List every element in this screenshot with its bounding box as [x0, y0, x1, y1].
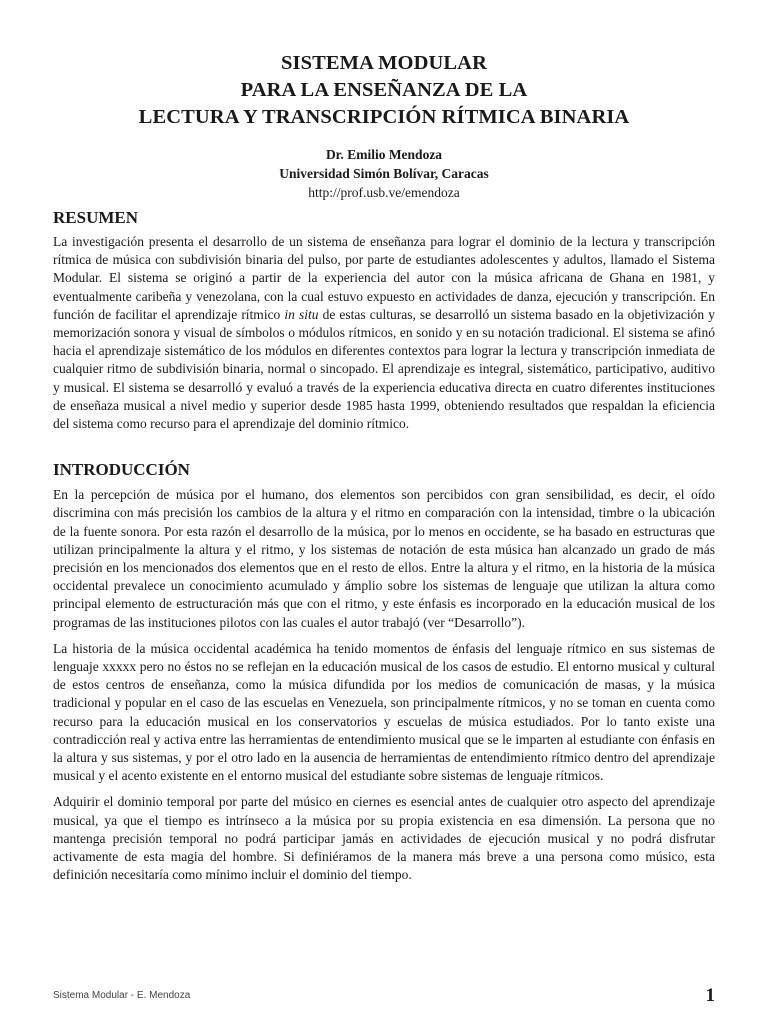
abstract-text-part-2: de estas culturas, se desarrolló un sistema basado en la objetivización y memorización sonora y visual de símbolos o módulos rítmicos, en sonido y en su notación tradicional. El sistema se afinó hacia el aprendizaje sistemático de los módulos en diferentes contextos para lograr la lectura y transcripción inmediata de cualquier ritmo de subdivisión binaria, normal o sincopado. El aprendizaje es integral, sistemático, participativo, auditivo y musical. El sistema se desarrolló y evaluó a través de la experiencia educativa directa en cuatro diferentes instituciones de enseñaza musical a nivel medio y superior desde 1985 hasta 1999, obteniendo resultados que respaldan la eficiencia del sistema como recurso para el aprendizaje del dominio rítmico.	[53, 306, 715, 432]
page-number: 1	[705, 985, 715, 1006]
paper-title	[53, 50, 715, 131]
section-heading-resumen: RESUMEN	[53, 208, 139, 227]
title-line-1: SISTEMA MODULAR	[281, 52, 487, 74]
intro-paragraph-2: La historia de la música occidental académica ha tenido momentos de énfasis del lenguaje rítmico en sus sistemas de lenguaje xxxxx pero no éstos no se reflejan en la educación musical de los casos de estudio. El entorno musical y cultural de estos centros de enseñanza, como la música difundida por los medios de comunicación de masas, y la música tradicional y popular en el caso de las escuelas en Venezuela, son principalmente rítmicos, y no se toman en cuenta como recurso para la educación musical en los conservatorios y escuelas de música estudiados. Por lo tanto existe una contradicción real y activa entre las herramientas de entendimiento musical que se le imparten al estudiante con énfasis en la altura y sus sistemas, y por el otro lado en la ausencia de herramientas de entendimiento rítmico dentro del aprendizaje musical y el acento existente en el entorno musical del estudiante sobre sistemas de lenguaje rítmicos.	[53, 640, 715, 784]
intro-paragraph-1: En la percepción de música por el humano, dos elementos son percibidos con gran sensibilidad, es decir, el oído discrimina con más precisión los cambios de la altura y el ritmo en comparación con la intensidad, timbre o la ubicación de la fuente sonora. Por esta razón el desarrollo de la música, por lo menos en occidente, se ha basado en estructuras que utilizan principalmente la altura y el ritmo, y los sistemas de notación de esta música han alcanzado un grado de más precisión en los mencionados dos elementos que en el resto de ellos. Entre la altura y el ritmo, en la historia de la música occidental prevalece un conocimiento acumulado y ámplio sobre los sistemas de lenguaje que utilizan la altura como principal elemento de estructuración más que con el ritmo, y este énfasis es incorporado en la educación musical de los programas de las instituciones pilotos con las cuales el autor trabajó (ver “Desarrollo”).	[53, 487, 715, 630]
author-block	[53, 145, 715, 202]
section-heading-introduccion: INTRODUCCIÓN	[53, 460, 190, 480]
title-line-3: LECTURA Y TRANSCRIPCIÓN RÍTMICA BINARIA	[138, 106, 630, 128]
abstract-paragraph	[53, 233, 715, 433]
abstract-text-part-1: La investigación presenta el desarrollo de un sistema de enseñanza para lograr el dominio de la lectura y transcripción rítmica de música con subdivisión binaria del pulso, por parte de estudiantes adolescentes y adultos, llamado el Sistema Modular. El sistema se originó a partir de la experiencia del autor con la música africana de Ghana en 1981, y eventualmente caribeña y venezolana, con la cual estuvo expuesto en actividades de danza, ejecución y transcripción. En función de facilitar el aprendizaje rítmico	[53, 234, 715, 322]
author-affiliation: Universidad Simón Bolívar, Caracas	[279, 166, 489, 181]
author-name: Dr. Emilio Mendoza	[325, 147, 443, 162]
abstract-italic-term: in situ	[284, 306, 319, 322]
title-line-2: PARA LA ENSEÑANZA DE LA	[240, 79, 528, 101]
intro-paragraph-3: Adquirir el dominio temporal por parte del músico en ciernes es esencial antes de cualquier otro aspecto del aprendizaje musical, ya que el tiempo es intrínseco a la música por su propia existencia en esa dimensión. La persona que no mantenga precisión temporal no podrá participar jamás en actividades de ejecución musical y no podrá disfrutar activamente de esta magia del hombre. Si definiéramos de la manera más breve a una persona como músico, esta definición necesitaría como mínimo incluir el dominio del tiempo.	[53, 794, 715, 883]
running-footer-title: Sistema Modular - E. Mendoza	[53, 990, 191, 1001]
page-content	[53, 50, 715, 885]
author-url[interactable]: http://prof.usb.ve/emendoza	[308, 185, 460, 200]
